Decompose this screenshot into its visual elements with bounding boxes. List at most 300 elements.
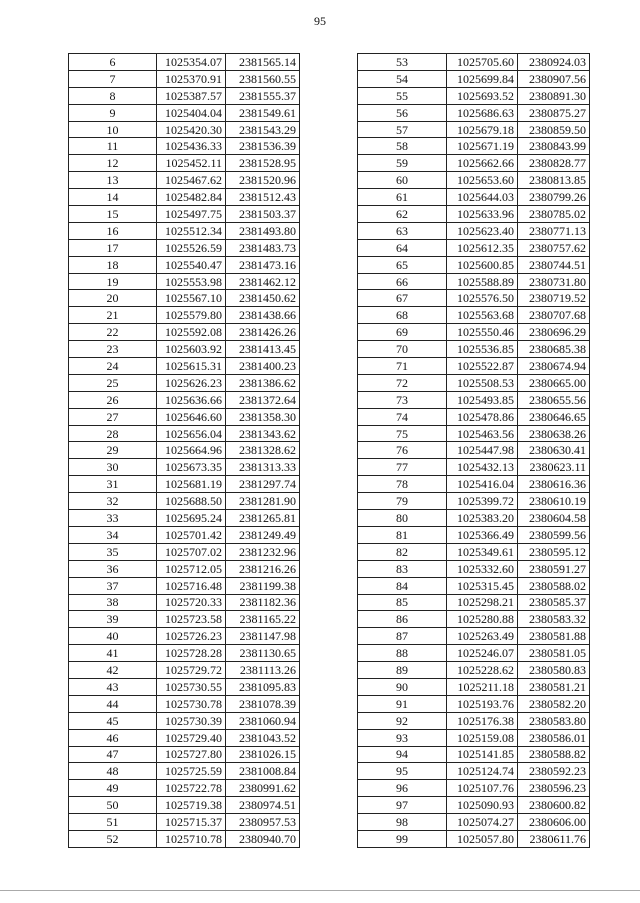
- table-row: [69, 70, 300, 87]
- y-coordinate-cell: 2381313.33: [226, 459, 300, 476]
- y-coordinate-cell: 2380583.80: [518, 712, 590, 729]
- point-number-cell: 54: [358, 70, 447, 87]
- table-row: [69, 239, 300, 256]
- point-number-cell: 23: [69, 341, 157, 358]
- y-coordinate-cell: 2380630.41: [518, 442, 590, 459]
- point-number-cell: 51: [69, 814, 157, 831]
- table-row: [69, 189, 300, 206]
- y-coordinate-cell: 2381199.38: [226, 577, 300, 594]
- y-coordinate-cell: 2380581.05: [518, 645, 590, 662]
- point-number-cell: 42: [69, 662, 157, 679]
- point-number-cell: 76: [358, 442, 447, 459]
- point-number-cell: 61: [358, 189, 447, 206]
- x-coordinate-cell: 1025124.74: [447, 763, 518, 780]
- point-number-cell: 48: [69, 763, 157, 780]
- table-row: [69, 374, 300, 391]
- x-coordinate-cell: 1025644.03: [447, 189, 518, 206]
- table-row: [69, 746, 300, 763]
- x-coordinate-cell: 1025686.63: [447, 104, 518, 121]
- point-number-cell: 24: [69, 358, 157, 375]
- x-coordinate-cell: 1025603.92: [157, 341, 226, 358]
- point-number-cell: 45: [69, 712, 157, 729]
- y-coordinate-cell: 2380592.23: [518, 763, 590, 780]
- x-coordinate-cell: 1025478.86: [447, 408, 518, 425]
- point-number-cell: 9: [69, 104, 157, 121]
- table-row: [69, 391, 300, 408]
- point-number-cell: 10: [69, 121, 157, 138]
- table-row: [69, 307, 300, 324]
- y-coordinate-cell: 2380974.51: [226, 797, 300, 814]
- x-coordinate-cell: 1025366.49: [447, 526, 518, 543]
- point-number-cell: 7: [69, 70, 157, 87]
- point-number-cell: 70: [358, 341, 447, 358]
- y-coordinate-cell: 2380940.70: [226, 830, 300, 847]
- x-coordinate-cell: 1025727.80: [157, 746, 226, 763]
- point-number-cell: 96: [358, 780, 447, 797]
- y-coordinate-cell: 2380719.52: [518, 290, 590, 307]
- y-coordinate-cell: 2381130.65: [226, 645, 300, 662]
- x-coordinate-cell: 1025550.46: [447, 324, 518, 341]
- table-row: [69, 273, 300, 290]
- y-coordinate-cell: 2381528.95: [226, 155, 300, 172]
- point-number-cell: 74: [358, 408, 447, 425]
- point-number-cell: 80: [358, 510, 447, 527]
- y-coordinate-cell: 2380843.99: [518, 138, 590, 155]
- x-coordinate-cell: 1025633.96: [447, 206, 518, 223]
- x-coordinate-cell: 1025707.02: [157, 543, 226, 560]
- y-coordinate-cell: 2380581.21: [518, 678, 590, 695]
- table-row: [358, 560, 590, 577]
- y-coordinate-cell: 2380595.12: [518, 543, 590, 560]
- x-coordinate-cell: 1025705.60: [447, 54, 518, 71]
- y-coordinate-cell: 2380583.32: [518, 611, 590, 628]
- table-row: [358, 611, 590, 628]
- x-coordinate-cell: 1025612.35: [447, 239, 518, 256]
- point-number-cell: 60: [358, 172, 447, 189]
- table-row: [69, 408, 300, 425]
- x-coordinate-cell: 1025623.40: [447, 222, 518, 239]
- table-row: [69, 222, 300, 239]
- y-coordinate-cell: 2380665.00: [518, 374, 590, 391]
- point-number-cell: 62: [358, 206, 447, 223]
- x-coordinate-cell: 1025332.60: [447, 560, 518, 577]
- table-row: [69, 172, 300, 189]
- x-coordinate-cell: 1025712.05: [157, 560, 226, 577]
- y-coordinate-cell: 2381372.64: [226, 391, 300, 408]
- x-coordinate-cell: 1025057.80: [447, 830, 518, 847]
- point-number-cell: 68: [358, 307, 447, 324]
- point-number-cell: 81: [358, 526, 447, 543]
- y-coordinate-cell: 2380731.80: [518, 273, 590, 290]
- table-row: [358, 374, 590, 391]
- point-number-cell: 20: [69, 290, 157, 307]
- point-number-cell: 69: [358, 324, 447, 341]
- y-coordinate-cell: 2381060.94: [226, 712, 300, 729]
- table-row: [69, 797, 300, 814]
- x-coordinate-cell: 1025679.18: [447, 121, 518, 138]
- table-row: [358, 442, 590, 459]
- point-number-cell: 31: [69, 476, 157, 493]
- x-coordinate-cell: 1025315.45: [447, 577, 518, 594]
- point-number-cell: 83: [358, 560, 447, 577]
- point-number-cell: 11: [69, 138, 157, 155]
- y-coordinate-cell: 2380586.01: [518, 729, 590, 746]
- point-number-cell: 12: [69, 155, 157, 172]
- point-number-cell: 43: [69, 678, 157, 695]
- point-number-cell: 47: [69, 746, 157, 763]
- table-row: [358, 510, 590, 527]
- x-coordinate-cell: 1025681.19: [157, 476, 226, 493]
- y-coordinate-cell: 2381182.36: [226, 594, 300, 611]
- y-coordinate-cell: 2381078.39: [226, 695, 300, 712]
- point-number-cell: 44: [69, 695, 157, 712]
- table-row: [69, 543, 300, 560]
- point-number-cell: 67: [358, 290, 447, 307]
- y-coordinate-cell: 2380771.13: [518, 222, 590, 239]
- x-coordinate-cell: 1025656.04: [157, 425, 226, 442]
- y-coordinate-cell: 2380616.36: [518, 476, 590, 493]
- point-number-cell: 86: [358, 611, 447, 628]
- table-row: [69, 526, 300, 543]
- table-row: [358, 408, 590, 425]
- table-row: [69, 645, 300, 662]
- x-coordinate-cell: 1025416.04: [447, 476, 518, 493]
- table-row: [358, 391, 590, 408]
- y-coordinate-cell: 2381216.26: [226, 560, 300, 577]
- x-coordinate-cell: 1025615.31: [157, 358, 226, 375]
- point-number-cell: 97: [358, 797, 447, 814]
- y-coordinate-cell: 2381503.37: [226, 206, 300, 223]
- x-coordinate-cell: 1025729.72: [157, 662, 226, 679]
- point-number-cell: 92: [358, 712, 447, 729]
- table-row: [358, 678, 590, 695]
- y-coordinate-cell: 2380859.50: [518, 121, 590, 138]
- y-coordinate-cell: 2381438.66: [226, 307, 300, 324]
- y-coordinate-cell: 2381095.83: [226, 678, 300, 695]
- y-coordinate-cell: 2380596.23: [518, 780, 590, 797]
- table-row: [69, 324, 300, 341]
- point-number-cell: 33: [69, 510, 157, 527]
- point-number-cell: 30: [69, 459, 157, 476]
- page-number: 95: [314, 14, 326, 28]
- x-coordinate-cell: 1025653.60: [447, 172, 518, 189]
- y-coordinate-cell: 2381483.73: [226, 239, 300, 256]
- x-coordinate-cell: 1025387.57: [157, 87, 226, 104]
- table-row: [69, 830, 300, 847]
- x-coordinate-cell: 1025726.23: [157, 628, 226, 645]
- x-coordinate-cell: 1025693.52: [447, 87, 518, 104]
- point-number-cell: 98: [358, 814, 447, 831]
- y-coordinate-cell: 2381512.43: [226, 189, 300, 206]
- y-coordinate-cell: 2381343.62: [226, 425, 300, 442]
- point-number-cell: 88: [358, 645, 447, 662]
- point-number-cell: 29: [69, 442, 157, 459]
- y-coordinate-cell: 2380604.58: [518, 510, 590, 527]
- point-number-cell: 8: [69, 87, 157, 104]
- table-row: [69, 662, 300, 679]
- table-row: [358, 290, 590, 307]
- table-row: [358, 189, 590, 206]
- x-coordinate-cell: 1025447.98: [447, 442, 518, 459]
- x-coordinate-cell: 1025567.10: [157, 290, 226, 307]
- point-number-cell: 77: [358, 459, 447, 476]
- x-coordinate-cell: 1025600.85: [447, 256, 518, 273]
- y-coordinate-cell: 2381462.12: [226, 273, 300, 290]
- y-coordinate-cell: 2380785.02: [518, 206, 590, 223]
- x-coordinate-cell: 1025354.07: [157, 54, 226, 71]
- point-number-cell: 32: [69, 493, 157, 510]
- y-coordinate-cell: 2380744.51: [518, 256, 590, 273]
- x-coordinate-cell: 1025725.59: [157, 763, 226, 780]
- table-row: [69, 290, 300, 307]
- table-row: [69, 493, 300, 510]
- y-coordinate-cell: 2380588.82: [518, 746, 590, 763]
- x-coordinate-cell: 1025370.91: [157, 70, 226, 87]
- y-coordinate-cell: 2380580.83: [518, 662, 590, 679]
- table-row: [358, 104, 590, 121]
- table-row: [69, 780, 300, 797]
- table-row: [358, 543, 590, 560]
- x-coordinate-cell: 1025588.89: [447, 273, 518, 290]
- y-coordinate-cell: 2380674.94: [518, 358, 590, 375]
- point-number-cell: 91: [358, 695, 447, 712]
- y-coordinate-cell: 2380799.26: [518, 189, 590, 206]
- y-coordinate-cell: 2381297.74: [226, 476, 300, 493]
- table-row: [69, 442, 300, 459]
- table-row: [358, 729, 590, 746]
- table-row: [358, 814, 590, 831]
- table-row: [69, 104, 300, 121]
- page-bottom-rule: [0, 890, 640, 891]
- point-number-cell: 72: [358, 374, 447, 391]
- table-row: [69, 155, 300, 172]
- x-coordinate-cell: 1025536.85: [447, 341, 518, 358]
- y-coordinate-cell: 2381450.62: [226, 290, 300, 307]
- x-coordinate-cell: 1025508.53: [447, 374, 518, 391]
- point-number-cell: 75: [358, 425, 447, 442]
- y-coordinate-cell: 2380606.00: [518, 814, 590, 831]
- table-row: [358, 459, 590, 476]
- table-row: [358, 662, 590, 679]
- y-coordinate-cell: 2380707.68: [518, 307, 590, 324]
- y-coordinate-cell: 2381113.26: [226, 662, 300, 679]
- y-coordinate-cell: 2381549.61: [226, 104, 300, 121]
- point-number-cell: 41: [69, 645, 157, 662]
- table-row: [69, 138, 300, 155]
- table-row: [358, 273, 590, 290]
- x-coordinate-cell: 1025522.87: [447, 358, 518, 375]
- x-coordinate-cell: 1025349.61: [447, 543, 518, 560]
- point-number-cell: 82: [358, 543, 447, 560]
- point-number-cell: 39: [69, 611, 157, 628]
- y-coordinate-cell: 2381165.22: [226, 611, 300, 628]
- x-coordinate-cell: 1025720.33: [157, 594, 226, 611]
- table-row: [69, 729, 300, 746]
- x-coordinate-cell: 1025399.72: [447, 493, 518, 510]
- x-coordinate-cell: 1025176.38: [447, 712, 518, 729]
- y-coordinate-cell: 2381413.45: [226, 341, 300, 358]
- coordinates-table-right: [357, 53, 590, 848]
- y-coordinate-cell: 2380581.88: [518, 628, 590, 645]
- point-number-cell: 64: [358, 239, 447, 256]
- point-number-cell: 15: [69, 206, 157, 223]
- point-number-cell: 40: [69, 628, 157, 645]
- x-coordinate-cell: 1025211.18: [447, 678, 518, 695]
- point-number-cell: 28: [69, 425, 157, 442]
- point-number-cell: 35: [69, 543, 157, 560]
- y-coordinate-cell: 2380875.27: [518, 104, 590, 121]
- point-number-cell: 65: [358, 256, 447, 273]
- table-row: [69, 358, 300, 375]
- point-number-cell: 21: [69, 307, 157, 324]
- point-number-cell: 59: [358, 155, 447, 172]
- y-coordinate-cell: 2380655.56: [518, 391, 590, 408]
- y-coordinate-cell: 2380646.65: [518, 408, 590, 425]
- table-row: [69, 341, 300, 358]
- y-coordinate-cell: 2380591.27: [518, 560, 590, 577]
- table-row: [358, 121, 590, 138]
- y-coordinate-cell: 2381536.39: [226, 138, 300, 155]
- point-number-cell: 93: [358, 729, 447, 746]
- point-number-cell: 34: [69, 526, 157, 543]
- x-coordinate-cell: 1025512.34: [157, 222, 226, 239]
- y-coordinate-cell: 2381281.90: [226, 493, 300, 510]
- x-coordinate-cell: 1025420.30: [157, 121, 226, 138]
- point-number-cell: 71: [358, 358, 447, 375]
- y-coordinate-cell: 2381426.26: [226, 324, 300, 341]
- point-number-cell: 57: [358, 121, 447, 138]
- x-coordinate-cell: 1025730.39: [157, 712, 226, 729]
- y-coordinate-cell: 2381520.96: [226, 172, 300, 189]
- table-row: [358, 645, 590, 662]
- point-number-cell: 87: [358, 628, 447, 645]
- point-number-cell: 27: [69, 408, 157, 425]
- table-row: [358, 54, 590, 71]
- point-number-cell: 36: [69, 560, 157, 577]
- point-number-cell: 13: [69, 172, 157, 189]
- point-number-cell: 79: [358, 493, 447, 510]
- y-coordinate-cell: 2381265.81: [226, 510, 300, 527]
- point-number-cell: 89: [358, 662, 447, 679]
- table-row: [358, 797, 590, 814]
- x-coordinate-cell: 1025671.19: [447, 138, 518, 155]
- y-coordinate-cell: 2381232.96: [226, 543, 300, 560]
- x-coordinate-cell: 1025090.93: [447, 797, 518, 814]
- y-coordinate-cell: 2380588.02: [518, 577, 590, 594]
- x-coordinate-cell: 1025699.84: [447, 70, 518, 87]
- x-coordinate-cell: 1025579.80: [157, 307, 226, 324]
- x-coordinate-cell: 1025432.13: [447, 459, 518, 476]
- y-coordinate-cell: 2381386.62: [226, 374, 300, 391]
- x-coordinate-cell: 1025497.75: [157, 206, 226, 223]
- table-row: [358, 307, 590, 324]
- point-number-cell: 37: [69, 577, 157, 594]
- point-number-cell: 78: [358, 476, 447, 493]
- y-coordinate-cell: 2381043.52: [226, 729, 300, 746]
- table-row: [358, 222, 590, 239]
- point-number-cell: 90: [358, 678, 447, 695]
- x-coordinate-cell: 1025636.66: [157, 391, 226, 408]
- y-coordinate-cell: 2381543.29: [226, 121, 300, 138]
- x-coordinate-cell: 1025553.98: [157, 273, 226, 290]
- x-coordinate-cell: 1025246.07: [447, 645, 518, 662]
- x-coordinate-cell: 1025662.66: [447, 155, 518, 172]
- table-row: [69, 425, 300, 442]
- table-row: [358, 341, 590, 358]
- x-coordinate-cell: 1025467.62: [157, 172, 226, 189]
- y-coordinate-cell: 2381565.14: [226, 54, 300, 71]
- x-coordinate-cell: 1025452.11: [157, 155, 226, 172]
- point-number-cell: 53: [358, 54, 447, 71]
- y-coordinate-cell: 2381358.30: [226, 408, 300, 425]
- point-number-cell: 6: [69, 54, 157, 71]
- point-number-cell: 84: [358, 577, 447, 594]
- y-coordinate-cell: 2380891.30: [518, 87, 590, 104]
- y-coordinate-cell: 2380957.53: [226, 814, 300, 831]
- x-coordinate-cell: 1025626.23: [157, 374, 226, 391]
- table-row: [358, 628, 590, 645]
- table-row: [69, 476, 300, 493]
- x-coordinate-cell: 1025526.59: [157, 239, 226, 256]
- x-coordinate-cell: 1025193.76: [447, 695, 518, 712]
- x-coordinate-cell: 1025298.21: [447, 594, 518, 611]
- y-coordinate-cell: 2380813.85: [518, 172, 590, 189]
- point-number-cell: 16: [69, 222, 157, 239]
- x-coordinate-cell: 1025728.28: [157, 645, 226, 662]
- y-coordinate-cell: 2380991.62: [226, 780, 300, 797]
- table-row: [358, 70, 590, 87]
- point-number-cell: 66: [358, 273, 447, 290]
- y-coordinate-cell: 2381555.37: [226, 87, 300, 104]
- y-coordinate-cell: 2381328.62: [226, 442, 300, 459]
- y-coordinate-cell: 2381008.84: [226, 763, 300, 780]
- point-number-cell: 14: [69, 189, 157, 206]
- point-number-cell: 94: [358, 746, 447, 763]
- table-row: [358, 780, 590, 797]
- table-row: [69, 678, 300, 695]
- y-coordinate-cell: 2380924.03: [518, 54, 590, 71]
- y-coordinate-cell: 2380582.20: [518, 695, 590, 712]
- x-coordinate-cell: 1025722.78: [157, 780, 226, 797]
- x-coordinate-cell: 1025074.27: [447, 814, 518, 831]
- x-coordinate-cell: 1025436.33: [157, 138, 226, 155]
- x-coordinate-cell: 1025563.68: [447, 307, 518, 324]
- x-coordinate-cell: 1025664.96: [157, 442, 226, 459]
- table-row: [358, 256, 590, 273]
- table-row: [69, 814, 300, 831]
- table-row: [69, 712, 300, 729]
- x-coordinate-cell: 1025673.35: [157, 459, 226, 476]
- point-number-cell: 25: [69, 374, 157, 391]
- table-row: [69, 577, 300, 594]
- x-coordinate-cell: 1025576.50: [447, 290, 518, 307]
- y-coordinate-cell: 2381473.16: [226, 256, 300, 273]
- table-row: [358, 239, 590, 256]
- x-coordinate-cell: 1025263.49: [447, 628, 518, 645]
- x-coordinate-cell: 1025688.50: [157, 493, 226, 510]
- y-coordinate-cell: 2380907.56: [518, 70, 590, 87]
- x-coordinate-cell: 1025592.08: [157, 324, 226, 341]
- table-row: [69, 256, 300, 273]
- table-row: [358, 87, 590, 104]
- x-coordinate-cell: 1025404.04: [157, 104, 226, 121]
- table-row: [358, 594, 590, 611]
- table-row: [358, 695, 590, 712]
- table-row: [358, 476, 590, 493]
- y-coordinate-cell: 2380611.76: [518, 830, 590, 847]
- table-row: [358, 526, 590, 543]
- x-coordinate-cell: 1025482.84: [157, 189, 226, 206]
